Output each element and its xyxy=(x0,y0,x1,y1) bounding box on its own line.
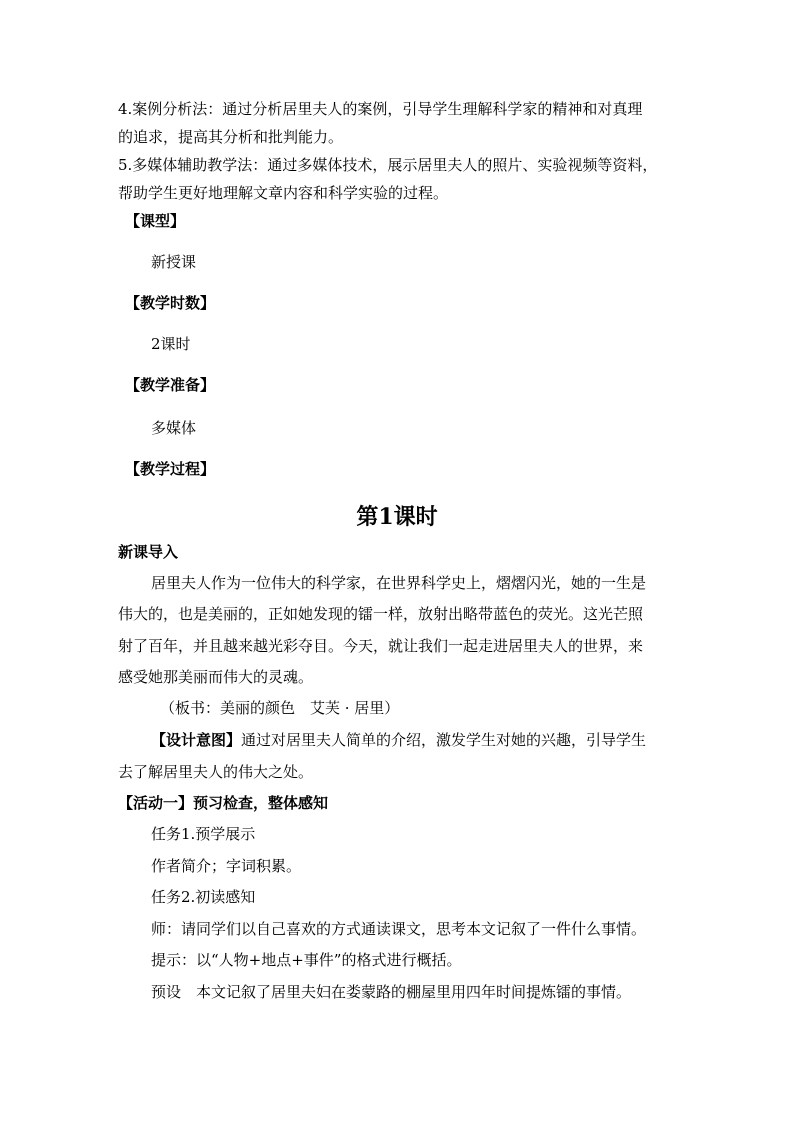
intro-para-line-3: 射了百年，并且越来越光彩夺目。今天，就让我们一起走进居里夫人的世界，来 xyxy=(118,637,644,655)
preparation-value: 多媒体 xyxy=(151,419,197,437)
design-intent-line-1 xyxy=(151,730,646,750)
lesson-type-value: 新授课 xyxy=(151,253,197,271)
design-intent-text: 通过对居里夫人简单的介绍，激发学生对她的兴趣，引导学生 xyxy=(241,731,647,749)
method-4-line-2: 的追求，提高其分析和批判能力。 xyxy=(118,128,344,146)
method-5-line-1: 5.多媒体辅助教学法：通过多媒体技术，展示居里夫人的照片、实验视频等资料， xyxy=(118,156,658,174)
design-intent-label: 【设计意图】 xyxy=(151,731,242,749)
activity-1-heading: 【活动一】预习检查，整体感知 xyxy=(118,794,329,812)
intro-para-line-4: 感受她那美丽而伟大的灵魂。 xyxy=(118,668,314,686)
intro-para-line-1: 居里夫人作为一位伟大的科学家，在世界科学史上，熠熠闪光，她的一生是 xyxy=(151,574,647,592)
board-note: （板书：美丽的颜色 艾芙 · 居里） xyxy=(160,699,400,717)
intro-para-line-2: 伟大的，也是美丽的，正如她发现的镭一样，放射出略带蓝色的荧光。这光芒照 xyxy=(118,605,644,623)
new-lesson-heading: 新课导入 xyxy=(118,543,179,561)
teacher-instruction: 师：请同学们以自己喜欢的方式通读课文，思考本文记叙了一件什么事情。 xyxy=(151,920,647,938)
task-1-title: 任务1.预学展示 xyxy=(151,825,256,843)
lesson-type-heading: 【课型】 xyxy=(125,212,186,230)
method-4-line-1: 4.案例分析法：通过分析居里夫人的案例，引导学生理解科学家的精神和对真理 xyxy=(118,100,643,118)
method-5-line-2: 帮助学生更好地理解文章内容和科学实验的过程。 xyxy=(118,184,449,202)
process-heading: 【教学过程】 xyxy=(125,460,216,478)
hint-line: 提示：以“人物+地点+事件”的格式进行概括。 xyxy=(151,951,462,969)
section-title: 第1课时 xyxy=(356,504,438,530)
design-intent-line-2: 去了解居里夫人的伟大之处。 xyxy=(118,763,314,781)
task-2-title: 任务2.初读感知 xyxy=(151,888,256,906)
preparation-heading: 【教学准备】 xyxy=(125,376,216,394)
preset-answer: 预设 本文记叙了居里夫妇在娄蒙路的棚屋里用四年时间提炼镭的事情。 xyxy=(151,983,632,1001)
lesson-hours-value: 2课时 xyxy=(151,335,191,353)
task-1-content: 作者简介；字词积累。 xyxy=(151,857,302,875)
lesson-hours-heading: 【教学时数】 xyxy=(125,294,216,312)
